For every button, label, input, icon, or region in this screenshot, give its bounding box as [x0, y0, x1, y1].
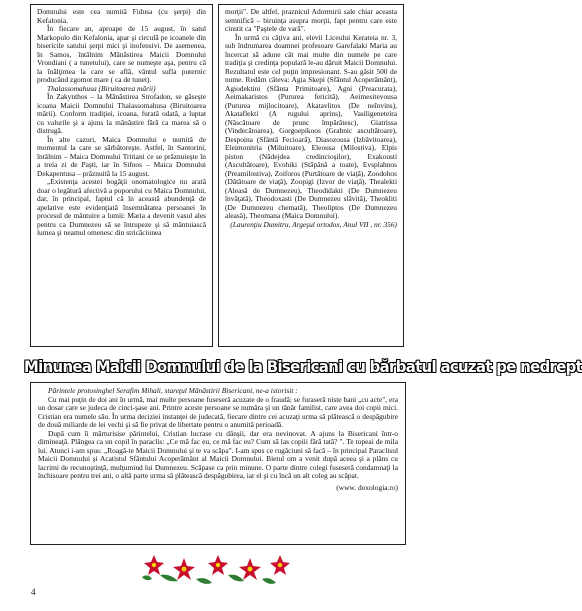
article-source: (www. doxologia.ro): [336, 482, 398, 492]
article-box: [30, 382, 406, 545]
left-paragraph: În fiecare an, aproape de 15 august, în satul Markopulo din Kefalonia, apar şi circulă pe icoanele din bisericile satului şerpi mici şi inofensivi. De asemenea, în Samos, întâlnim Mănăstirea Maicii Domnului Vrondiani ( a tunetului), care se numeşte aşa, pentru că la înălţimea la care se află, vântul sufla puternic producând zgomot mare ( ca de tunet).: [37, 24, 206, 84]
left-paragraph: În Zakynthos – la Mănăstirea Strofadon, se găseşte icoana Maicii Domnului Thalassomahusa (Biruitoarea mării). Conform tradiţiei, icoana, furată odată, a luptat cu valurile şi a ajuns la mănăstire fără ca marea să o distrugă.: [37, 92, 206, 135]
left-paragraph: În alte cazuri, Maica Domnului e numită de momentul la care se sărbătoreşte. Astfel, în Santorini, întâlnim – Maica Domnului Tritiani ce se prăznuieşte în a treia zi de Paşti, iar în Sifnos – Maica Domnului Dekapentusa – prăznuită la 15 august.: [37, 134, 206, 178]
article-paragraph: După cum îi mărturisise părintelui, Cristian lucrase cu dânşii, dar era nevinovat. A ajuns la Bisericani într-o dimineaţă. Plângea ca un copil în paraclis: „Ce mă fac eu, ce mă fac eu? Cum să las copiii fără tată? ". Te topeai de mila lui. Atunci i-am spus: „Roagă-te Maicii Domnului şi te va scăpa". I-am spus ce rugăciuni să facă – în principal Paraclisul Maicii Domnului şi Acatistul Sfântului Acoperământ al Maicii Domnului. Bietul om a venit după aceea şi a plâns cu lacrimi de recunoştinţă, mulţumind lui Dumnezeu. Scăpase ca prin minune. O parte dintre colegi fuseseră condamnaţi la închisoare pentru trei ani, o altă parte urma să plătească despăgubirea, iar el şi cu încă un alt coleg au scăpat.: [38, 428, 398, 480]
article-title: Minunea Maicii Domnului de la Bisericani cu bărbatul acuzat pe nedrept: [24, 358, 582, 376]
right-source: (Laurenţiu Dumitru, Argeşul ortodox, Anul VII , nr. 356): [230, 219, 397, 229]
left-column-box: [30, 4, 213, 347]
right-paragraph: morţii". De altfel, praznicul Adormirii sale chiar aceasta semnifică – biruinţa asupra morţii, fapt pentru care este cinstit ca "Paştele de vară".: [225, 7, 397, 33]
left-paragraph: Domnului este cea numită Fidusa (cu şerpi) din Kefalonia.: [37, 7, 206, 25]
page-number: 4: [31, 587, 36, 597]
flower-decoration: [140, 551, 295, 591]
article-intro: Părintele protosinghel Serafim Mihali, stareţul Mănăstirii Bisericani, ne-a istorisit :: [48, 386, 298, 395]
left-subheading: Thalassomahusa (Biruitoarea mării): [47, 83, 156, 93]
article-paragraph: Cu mai puţin de doi ani în urmă, mai multe persoane fuseseră acuzate de o fraudă; se furaseră niste bani „cu acte", era un dosar care se judeca de cinci-şase ani. Printre aceste persoane se număra şi un tânăr familist, care avea doi copii mici. Cristian era numele său. În urma deciziei instanţei de judecată, fiecare dintre cei acuzaţi urma să plătească o despăgubire de două miliarde de lei vechi şi să fie privat de libertate pentru o anumită perioadă.: [38, 394, 398, 429]
right-column-box: [218, 4, 404, 347]
left-paragraph: „Existenţa acestei bogăţii onomatologice nu arată doar o legătură afectivă a poporului cu Maica Domnului, dar, în principal, faptul că în această abundenţă de apelative este evidenţiată însemnătatea persoanei în procesul de mântuire a lumii: Maria a devenit vasul ales pentru ca Dumnezeu să se întrupeze şi să mântuiască lumea şi neamul omenesc din stricăciunea: [37, 177, 206, 237]
right-paragraph: În urmă cu câţiva ani, elevii Liceului Kerateia nr. 3, sub îndrumarea doamnei profesoare Garefalaki Maria au încercat să adune cât mai multe din numele pe care tradiţia şi credinţa populară le-au dăruit Maicii Domnului. Rezultatul este cel puţin impresionant. S-au găsit 500 de nume. Redăm câteva: Agia Skepi (Sfântul Acoperământ), Agiodektini (Sfânta Primitoare), Agni (Preacurata), Aeimakaristos (Pururea fericită), Aeimesitevousa (Pururea mijlocitoare), Akatavlitos (De neînvins), Akataflekti (A rugului aprins), Vasiligeneteira (Născătoare de prunc împărătesc), Giatrissa (Vindecătoarea), Gorgoepikoos (Grabnic ascultătoare), Despoina (Sfântă Fecioară), Diasozousa (Izbăvitoarea), Eleimonitria (Miluitoare), Eleousa (Milostiva), Elpis piston (Nădejdea credincioşilor), Exakousti (Ascultătoare), Evohiki (Stăpână a toate), Evsplahnos (Preamilostiva), Zoiforos (Purtătoare de viaţă), Zoodohos (Dătătoare de viaţă), Zoopigi (Izvor de viaţă), Thealekti (Aleasă de Dumnezeu), Theodidakti (De Dumnezeu învăţată), Theodoxasti (De Dumnezeu slăvită), Theokliti (De Dumnezeu chemată), Theoliptos (De Dumnezeu aleasă), Theomana (Maica Domnului).: [225, 32, 397, 220]
